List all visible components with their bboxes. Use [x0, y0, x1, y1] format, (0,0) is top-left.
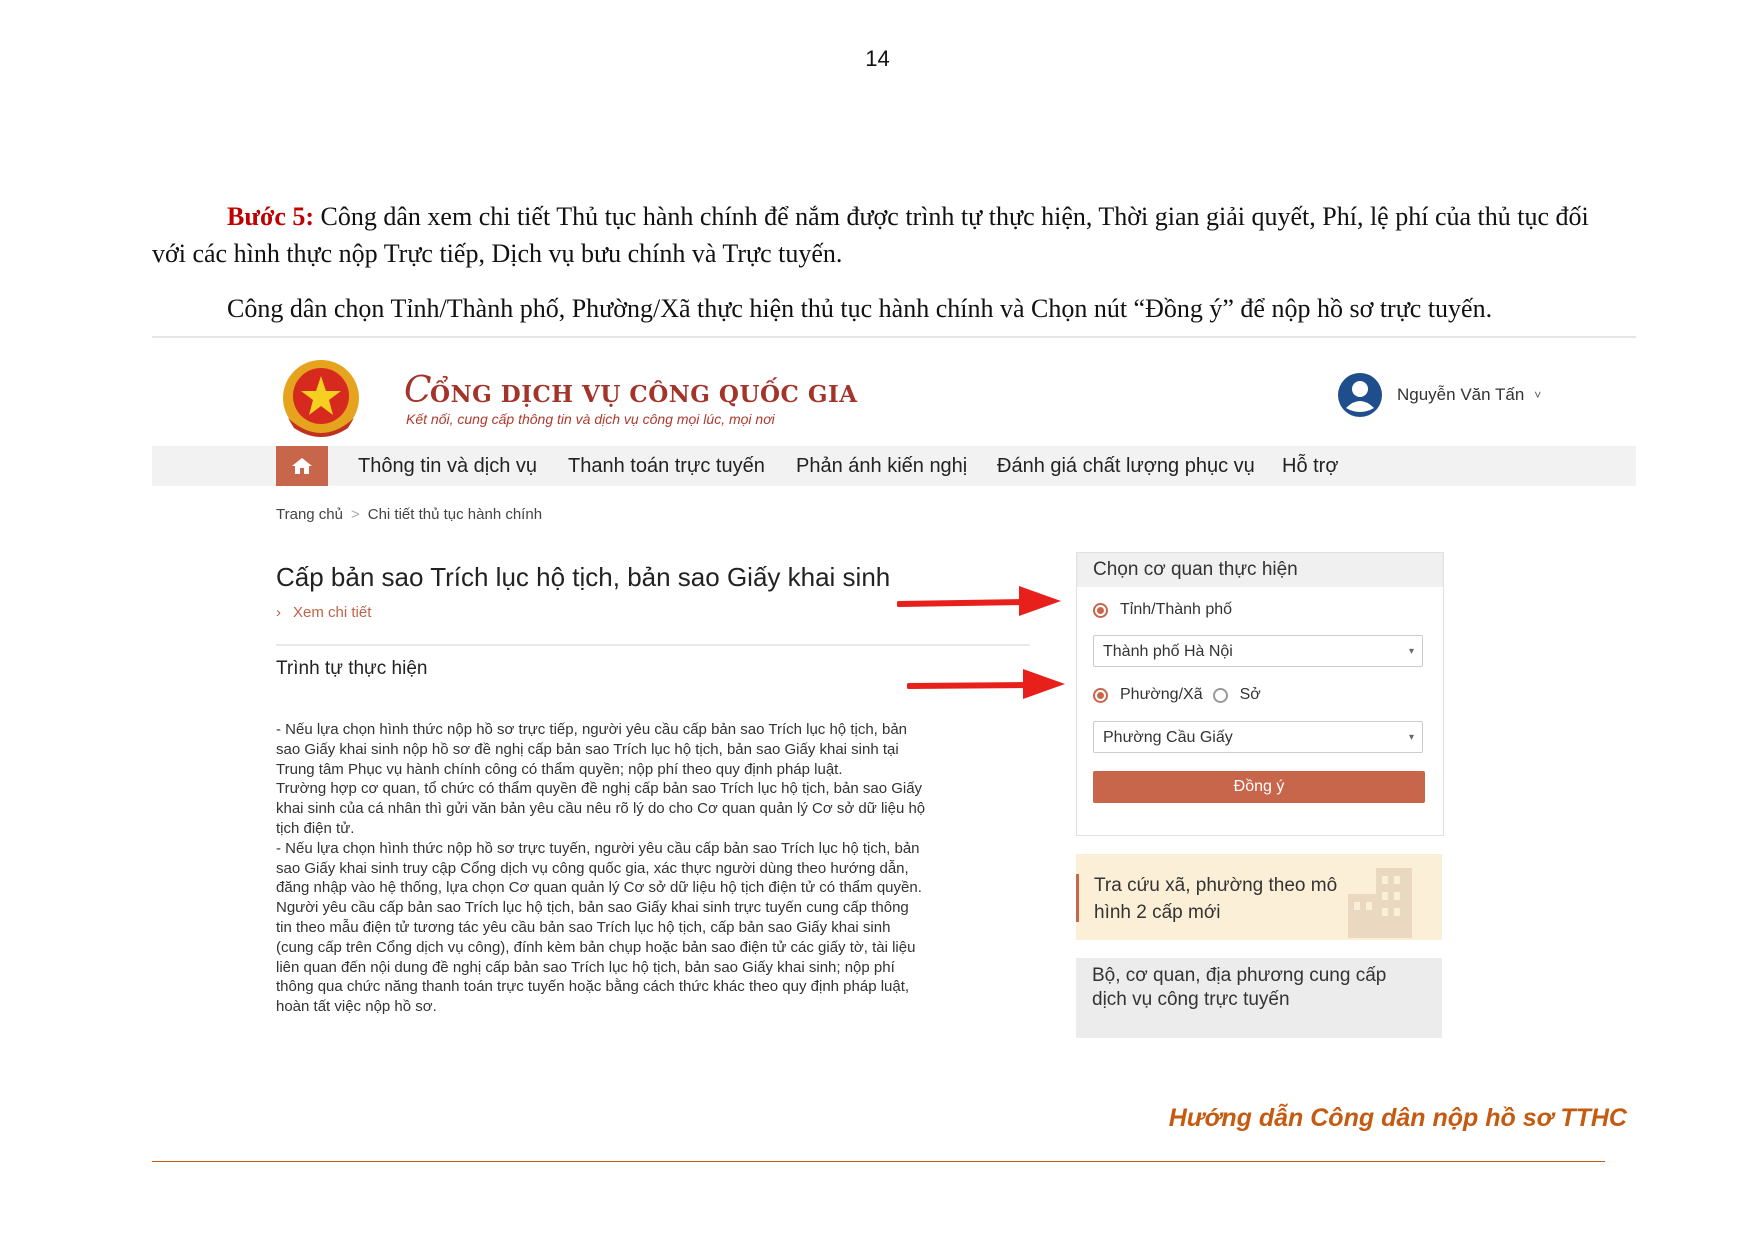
see-detail-label: Xem chi tiết — [293, 604, 372, 621]
step-text: Công dân xem chi tiết Thủ tục hành chính để nắm được trình tự thực hiện, Thời gian giải quyết, Phí, lệ phí của thủ tục đối với các hình thực nộp Trực tiếp, Dịch vụ bưu chính và Trực tuyến. — [152, 202, 1589, 268]
ward-select-value: Phường Cầu Giấy — [1103, 729, 1233, 746]
agency-panel-header: Chọn cơ quan thực hiện — [1077, 553, 1443, 587]
breadcrumb — [276, 506, 542, 523]
footer-rule — [152, 1161, 1605, 1162]
national-emblem-icon — [276, 358, 366, 440]
procedure-body-line: khai sinh của cá nhân thì gửi văn bản yêu cầu nêu rõ lý do cho Cơ quan quản lý Cơ sở dữ liệu hộ — [276, 800, 926, 818]
portal-title-initial: C — [404, 370, 433, 411]
red-arrow-icon — [897, 582, 1063, 618]
user-avatar-icon — [1337, 372, 1383, 418]
procedure-body-line: tin theo mẫu điện tử tương tác yêu cầu bản sao Trích lục hộ tịch, cấp bản sao Giấy khai sinh — [276, 918, 891, 936]
select-caret-icon: ▾ — [1408, 732, 1414, 743]
main-nav — [152, 446, 1636, 486]
procedure-body-line: sao Giấy khai sinh truy cập Cổng dịch vụ công quốc gia, xác thực người dùng theo hướng dẫn, — [276, 859, 909, 877]
ward-select[interactable] — [1093, 721, 1423, 753]
radio-department-label: Sở — [1239, 686, 1261, 703]
province-select-value: Thành phố Hà Nội — [1103, 643, 1233, 660]
radio-ward-label: Phường/Xã — [1120, 686, 1203, 703]
province-select[interactable] — [1093, 635, 1423, 667]
procedure-body-line: - Nếu lựa chọn hình thức nộp hồ sơ trực tiếp, người yêu cầu cấp bản sao Trích lục hộ tịch, bản — [276, 721, 908, 738]
procedure-body-line: tịch điện tử. — [276, 819, 355, 837]
procedure-body-line: sao Giấy khai sinh nộp hồ sơ đề nghị cấp bản sao Trích lục hộ tịch, bản sao Giấy khai sinh tại — [276, 740, 899, 758]
step-label: Bước 5: — [227, 202, 315, 231]
user-name: Nguyễn Văn Tấn — [1397, 385, 1525, 404]
radio-province-row[interactable] — [1093, 601, 1232, 619]
breadcrumb-home[interactable]: Trang chủ — [276, 506, 343, 523]
nav-home-button[interactable] — [276, 446, 328, 486]
nav-item-support[interactable]: Hỗ trợ — [1282, 455, 1339, 477]
procedure-body — [276, 720, 1041, 1017]
nav-item-service-rating[interactable]: Đánh giá chất lượng phục vụ — [997, 455, 1255, 477]
portal-title-rest: ỔNG DỊCH VỤ CÔNG QUỐC GIA — [430, 381, 858, 408]
procedure-body-line: hoàn tất việc nộp hồ sơ. — [276, 998, 437, 1016]
nav-item-feedback[interactable]: Phản ánh kiến nghị — [796, 455, 968, 477]
chevron-right-icon: › — [276, 604, 281, 621]
procedure-body-line: liên quan đến nội dung đề nghị cấp bản sao Trích lục hộ tịch, bản sao Giấy khai sinh; nộp phí — [276, 958, 895, 976]
radio-ward-row[interactable] — [1093, 686, 1261, 704]
procedure-body-line: Trung tâm Phục vụ hành chính công có thẩm quyền; nộp phí theo quy định pháp luật. — [276, 760, 843, 778]
procedure-body-line: đăng nhập vào hệ thống, lựa chọn Cơ quan quản lý Cơ sở dữ liệu hộ tịch điện tử có thẩm quyền. — [276, 879, 922, 897]
instruction-paragraph-select: Công dân chọn Tỉnh/Thành phố, Phường/Xã thực hiện thủ tục hành chính và Chọn nút “Đồng ý” để nộp hồ sơ trực tuyến. — [227, 294, 1493, 323]
radio-province-label: Tỉnh/Thành phố — [1120, 601, 1233, 618]
see-detail-link[interactable] — [276, 604, 371, 621]
agree-button[interactable]: Đồng ý — [1093, 771, 1425, 803]
procedure-body-line: thông qua chức năng thanh toán trực tuyến hoặc bằng cách thức khác theo quy định pháp luật, — [276, 978, 910, 996]
user-menu[interactable] — [1337, 372, 1541, 418]
nav-item-online-payment[interactable]: Thanh toán trực tuyến — [568, 455, 765, 477]
procedure-body-line: - Nếu lựa chọn hình thức nộp hồ sơ trực tuyến, người yêu cầu cấp bản sao Trích lục hộ tịch, bản — [276, 839, 920, 857]
instruction-paragraph-step — [152, 198, 1622, 272]
breadcrumb-separator: > — [350, 506, 360, 523]
procedure-title: Cấp bản sao Trích lục hộ tịch, bản sao Giấy khai sinh — [276, 562, 891, 592]
portal-screenshot — [152, 336, 1636, 1078]
providers-text: Bộ, cơ quan, địa phương cung cấp dịch vụ công trực tuyến — [1092, 965, 1387, 1010]
portal-title[interactable] — [404, 370, 858, 411]
radio-province[interactable] — [1093, 603, 1108, 618]
lookup-accent-bar — [1076, 874, 1079, 922]
radio-department[interactable] — [1213, 688, 1228, 703]
procedure-body-line: Trường hợp cơ quan, tổ chức có thẩm quyền đề nghị cấp bản sao Trích lục hộ tịch, bản sao Giấy — [276, 780, 923, 798]
radio-ward[interactable] — [1093, 688, 1108, 703]
page-number: 14 — [865, 46, 890, 71]
procedure-body-line: (cung cấp trên Cổng dịch vụ công), đính kèm bản chụp hoặc bản sao điện tử các giấy tờ, tài liệu — [276, 938, 916, 956]
footer-title: Hướng dẫn Công dân nộp hồ sơ TTHC — [1168, 1104, 1627, 1132]
nav-item-info-services[interactable]: Thông tin và dịch vụ — [358, 455, 537, 477]
portal-slogan: Kết nối, cung cấp thông tin và dịch vụ công mọi lúc, mọi nơi — [406, 411, 775, 427]
lookup-text: Tra cứu xã, phường theo mô hình 2 cấp mới — [1094, 875, 1338, 923]
providers-box[interactable] — [1076, 958, 1442, 1038]
agency-panel — [1076, 552, 1444, 836]
ward-lookup-banner[interactable] — [1076, 854, 1442, 940]
red-arrow-icon — [907, 666, 1067, 702]
section-heading: Trình tự thực hiện — [276, 658, 428, 679]
building-icon — [1338, 862, 1428, 938]
procedure-body-line: Người yêu cầu cấp bản sao Trích lục hộ tịch, bản sao Giấy khai sinh trực tuyến cung cấp thông — [276, 899, 909, 917]
breadcrumb-current: Chi tiết thủ tục hành chính — [367, 506, 543, 523]
home-icon — [291, 456, 313, 476]
chevron-down-icon: ˅ — [1534, 388, 1542, 402]
section-divider — [276, 644, 1030, 646]
select-caret-icon: ▾ — [1408, 646, 1414, 657]
